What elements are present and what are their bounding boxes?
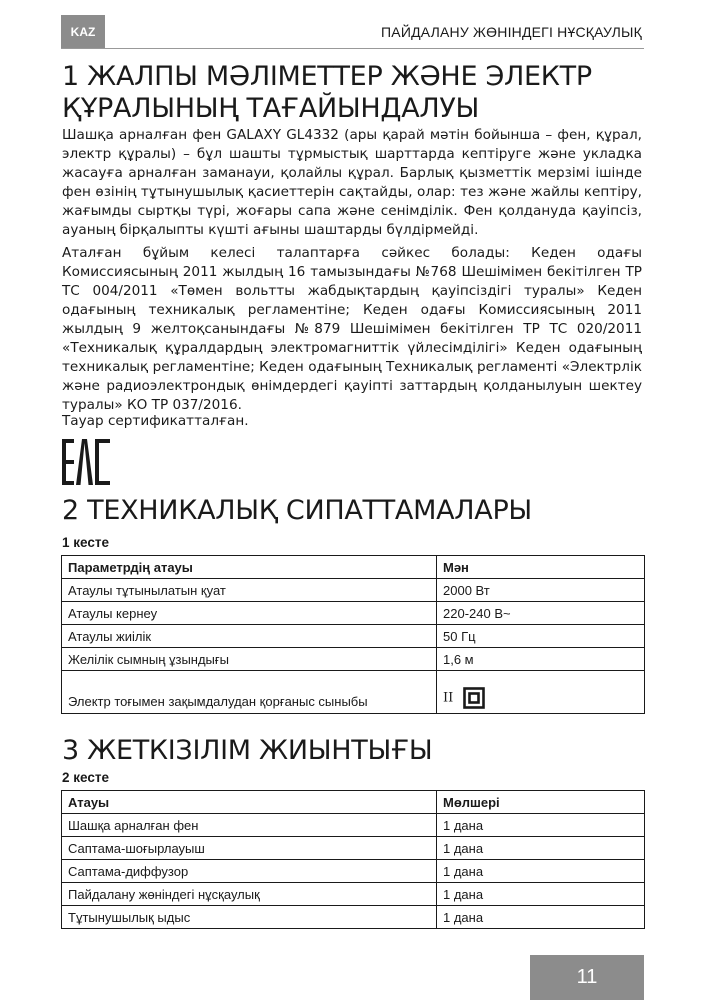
parameter-cell: Атаулы тұтынылатын қуат: [62, 579, 437, 602]
table-header-row: [62, 791, 645, 814]
parameter-cell: Атаулы жиілік: [62, 625, 437, 648]
table-row: [62, 814, 645, 837]
page-number-box: [530, 955, 644, 1000]
table-row: [62, 837, 645, 860]
value-cell: [437, 671, 645, 714]
table-header-row: [62, 556, 645, 579]
section-1-title-line-1: 1 ЖАЛПЫ МӘЛІМЕТТЕР ЖӘНЕ ЭЛЕКТР: [62, 61, 592, 92]
section-2-title: 2 ТЕХНИКАЛЫҚ СИПАТТАМАЛАРЫ: [62, 495, 532, 526]
table-2-caption: 2 кесте: [62, 770, 109, 785]
section-3-title: 3 ЖЕТКІЗІЛІМ ЖИЫНТЫҒЫ: [62, 735, 433, 766]
item-name-cell: Пайдалану жөніндегі нұсқаулық: [62, 883, 437, 906]
quantity-cell: 1 дана: [437, 814, 645, 837]
delivery-set-table: [61, 790, 645, 929]
table-row: [62, 906, 645, 929]
table-row: [62, 579, 645, 602]
value-cell: 50 Гц: [437, 625, 645, 648]
quantity-cell: 1 дана: [437, 837, 645, 860]
section-1-title: [62, 61, 592, 125]
language-label: KAZ: [70, 25, 96, 39]
item-name-cell: Саптама-шоғырлауыш: [62, 837, 437, 860]
table-row: [62, 625, 645, 648]
table-row: [62, 671, 645, 714]
page-number: 11: [576, 966, 598, 988]
value-cell: 220-240 В~: [437, 602, 645, 625]
eac-mark-icon: [62, 439, 110, 485]
item-name-cell: Саптама-диффузор: [62, 860, 437, 883]
table-row: [62, 602, 645, 625]
header-divider: [61, 48, 644, 49]
item-name-cell: Шашқа арналған фен: [62, 814, 437, 837]
quantity-cell: 1 дана: [437, 860, 645, 883]
column-header-parameter: Параметрдің атауы: [62, 556, 437, 579]
certification-note: Тауар сертификатталған.: [62, 413, 249, 429]
header-title: ПАЙДАЛАНУ ЖӨНІНДЕГІ НҰСҚАУЛЫҚ: [381, 24, 642, 40]
specifications-table: [61, 555, 645, 714]
section-1-title-line-2: ҚҰРАЛЫНЫҢ ТАҒАЙЫНДАЛУЫ: [62, 93, 480, 124]
parameter-cell: Желілік сымның ұзындығы: [62, 648, 437, 671]
language-tab: [61, 15, 105, 49]
value-cell: 2000 Вт: [437, 579, 645, 602]
double-insulation-icon: [463, 687, 485, 709]
column-header-name: Атауы: [62, 791, 437, 814]
table-row: [62, 860, 645, 883]
table-row: [62, 648, 645, 671]
table-1-caption: 1 кесте: [62, 535, 109, 550]
compliance-paragraph: Аталған бұйым келесі талаптарға сәйкес болады: Кеден одағы Комиссиясының 2011 жылдың 16 тамызындағы №768 Шешімімен бекітілген ТР ТС 004/2011 «Төмен вольтты жабдықтардың қауіпсіздігі туралы» Кеден одағының техникалық регламентіне; Кеден одағы Комиссиясының 2011 жылдың 9 желтоқсанындағы №879 Шешімімен бекітілген ТР ТС 020/2011 «Техникалық құралдардың электромагниттік үйлесімділігі» Кеден одағының техникалық регламентіне; Кеден одағының Техникалық регламенті «Электрлік және радиоэлектрондық өнімдердегі қауіпті заттардың қолданылуын шектеу туралы» КО ТР 037/2016.: [62, 245, 642, 413]
table-row: [62, 883, 645, 906]
item-name-cell: Тұтынушылық ыдыс: [62, 906, 437, 929]
quantity-cell: 1 дана: [437, 906, 645, 929]
intro-paragraph: Шашқа арналған фен GALAXY GL4332 (ары қарай мәтін бойынша – фен, құрал, электр құралы) – бұл шашты тұрмыстық шарттарда кептіруге және укладка жасауға арналған заманауи, қолайлы құрал. Барлық қызметтік мерзімі ішінде фен өзінің тұтынушылық қасиеттерін сақтайды, олар: тез және жайлы кептіру, жағымды сыртқы түрі, жоғары сапа және сенімділік. Фен қолдануда қауіпсіз, ауаның бірқалыпты күшті ағыны шаштарды бүлдірмейді.: [62, 127, 642, 238]
parameter-cell: Электр тоғымен зақымдалудан қорғаныс сыныбы: [62, 671, 437, 714]
column-header-value: Мән: [437, 556, 645, 579]
quantity-cell: 1 дана: [437, 883, 645, 906]
parameter-cell: Атаулы кернеу: [62, 602, 437, 625]
value-cell: 1,6 м: [437, 648, 645, 671]
column-header-quantity: Мөлшері: [437, 791, 645, 814]
protection-class-text: II: [443, 690, 454, 706]
